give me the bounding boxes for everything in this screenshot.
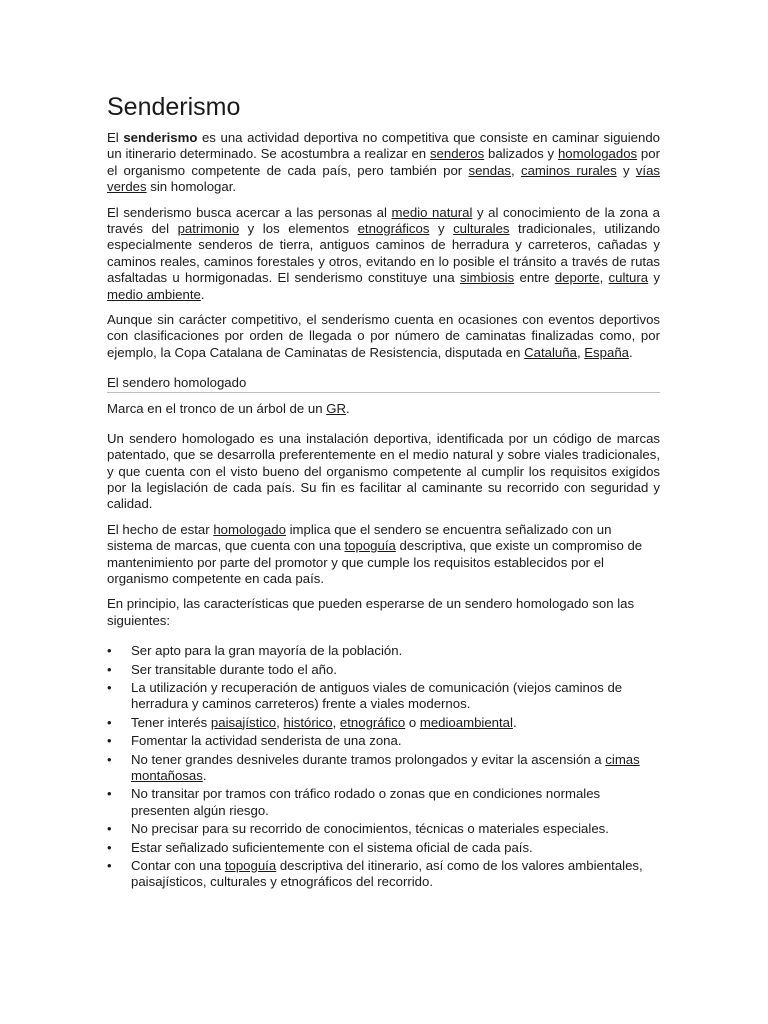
link-gr[interactable]: GR <box>326 401 346 417</box>
text: y los elementos <box>239 221 358 237</box>
list-item <box>107 821 660 837</box>
characteristics-list <box>107 643 660 891</box>
list-item <box>107 858 660 891</box>
list-item-text: La utilización y recuperación de antiguos viales de comunicación (viejos caminos de herradura y caminos carreteros) frente a viales modernos. <box>131 679 623 712</box>
text: . <box>200 286 205 302</box>
link-medioambiental[interactable]: medioambiental <box>419 714 513 730</box>
text: por el organismo competente de cada país, pero también por <box>107 146 660 178</box>
text: Aunque sin carácter competitivo, el senderismo cuenta en ocasiones con eventos deportivos con clasificaciones por orden de llegada o por número de caminatas finalizadas como, por ejemplo, la Copa Catalana de Caminatas de Resistencia, disputada en <box>107 312 660 360</box>
text: sin homologar. <box>146 179 237 195</box>
text: Marca en el tronco de un árbol de un <box>107 401 327 417</box>
events-paragraph <box>107 312 660 361</box>
link-patrimonio[interactable]: patrimonio <box>177 221 240 237</box>
text: , <box>276 714 284 730</box>
link-simbiosis[interactable]: simbiosis <box>459 270 515 286</box>
text: , <box>576 344 585 360</box>
list-item-text: Ser transitable durante todo el año. <box>131 661 338 677</box>
list-item <box>107 752 660 785</box>
list-item <box>107 643 660 659</box>
list-item <box>107 786 660 819</box>
link-culturales[interactable]: culturales <box>453 221 510 237</box>
bullet-icon: • <box>107 839 112 855</box>
image-caption <box>107 401 660 417</box>
link-cultura[interactable]: cultura <box>608 270 649 286</box>
list-item-text: No precisar para su recorrido de conocimientos, técnicas o materiales especiales. <box>131 821 609 837</box>
definition-paragraph: Un sendero homologado es una instalación deportiva, identificada por un código de marcas patentado, que se desarrolla preferentemente en el medio natural y sobre viales tradicionales, y que cuenta con el visto bueno del organismo competente al cumplir los requisitos exigidos por la legislación de cada país. Su fin es facilitar al caminante su recorrido con seguridad y calidad. <box>107 430 660 512</box>
text: tradicionales, utilizando especialmente senderos de tierra, antiguos caminos de herradura y carreteros, cañadas y caminos reales, caminos forestales y otros, evitando en lo posible el tránsito a través de rutas asfaltadas u hormigonadas. El senderismo constituye una <box>107 221 661 286</box>
document-body <box>107 130 660 893</box>
link-topoguia[interactable]: topoguía <box>344 538 396 554</box>
list-item <box>107 662 660 678</box>
bullet-icon: • <box>107 821 112 837</box>
link-topoguia-itinerario[interactable]: topoguía <box>224 858 277 874</box>
text: . <box>345 401 350 417</box>
link-etnografico[interactable]: etnográfico <box>339 714 406 730</box>
text: , <box>332 714 340 730</box>
text: El <box>107 130 124 145</box>
bullet-icon: • <box>107 714 112 730</box>
list-item-text: Fomentar la actividad senderista de una zona. <box>131 733 402 749</box>
list-item <box>107 733 660 749</box>
bullet-icon: • <box>107 661 112 677</box>
characteristics-intro: En principio, las características que pueden esperarse de un sendero homologado son las siguientes: <box>107 596 635 628</box>
section-heading: El sendero homologado <box>107 375 660 393</box>
intro-paragraph <box>107 130 660 196</box>
text: implica que el sendero se encuentra señalizado con un sistema de marcas, que cuenta con una <box>107 521 612 554</box>
bold-term: senderismo <box>123 130 198 145</box>
text: entre <box>514 270 555 286</box>
link-senderos[interactable]: senderos <box>429 146 485 162</box>
text: y <box>648 270 661 286</box>
link-etnograficos[interactable]: etnográficos <box>357 221 430 237</box>
text: , <box>599 270 609 286</box>
bullet-icon: • <box>107 786 112 802</box>
text: y <box>616 162 636 178</box>
text: descriptiva del itinerario, así como de los valores ambientales, paisajísticos, culturales y etnográficos del recorrido. <box>131 858 643 890</box>
list-item-text: Ser apto para la gran mayoría de la población. <box>131 643 403 659</box>
text: . <box>202 768 207 783</box>
list-item-text: Estar señalizado suficientemente con el sistema oficial de cada país. <box>131 839 533 855</box>
bullet-icon: • <box>107 733 112 749</box>
bullet-icon: • <box>107 643 112 659</box>
link-homologado[interactable]: homologado <box>213 521 286 537</box>
page-title: Senderismo <box>107 93 241 121</box>
link-cataluna[interactable]: Cataluña <box>524 344 577 360</box>
text: . <box>512 714 517 730</box>
text: balizados y <box>484 146 558 162</box>
text: es una actividad deportiva no competitiva que consiste en caminar siguiendo un itinerario determinado. Se acostumbra a realizar en <box>107 130 661 162</box>
homologation-paragraph <box>107 522 660 588</box>
link-sendas[interactable]: sendas <box>468 162 512 178</box>
text: Contar con una <box>131 858 225 874</box>
link-medio-natural[interactable]: medio natural <box>391 204 473 220</box>
aim-paragraph <box>107 205 660 303</box>
list-item-text: No transitar por tramos con tráfico rodado o zonas que en condiciones normales presenten algún riesgo. <box>131 786 601 818</box>
link-homologados[interactable]: homologados <box>557 146 638 162</box>
text: . <box>629 344 633 360</box>
text: o <box>405 714 420 730</box>
link-paisajistico[interactable]: paisajístico <box>210 714 277 730</box>
bullet-icon: • <box>107 679 112 695</box>
link-caminos-rurales[interactable]: caminos rurales <box>520 162 617 178</box>
link-cimas-montanosas[interactable]: cimas montañosas <box>131 751 640 783</box>
link-vias-verdes[interactable]: vías verdes <box>107 162 661 195</box>
text: , <box>511 162 521 178</box>
text: Tener interés <box>131 714 211 730</box>
text: y <box>429 221 454 237</box>
text: El senderismo busca acercar a las personas al <box>107 204 392 220</box>
text: y al conocimiento de la zona a través del <box>107 204 660 237</box>
bullet-icon: • <box>107 751 112 767</box>
list-item <box>107 680 660 713</box>
text: No tener grandes desniveles durante tramos prolongados y evitar la ascensión a <box>131 751 606 767</box>
link-medio-ambiente[interactable]: medio ambiente <box>107 286 201 302</box>
list-item <box>107 715 660 731</box>
link-deporte[interactable]: deporte <box>554 270 600 286</box>
link-espana[interactable]: España <box>584 344 629 360</box>
list-item <box>107 840 660 856</box>
text: El hecho de estar <box>107 521 214 537</box>
link-historico[interactable]: histórico <box>283 714 333 730</box>
bullet-icon: • <box>107 858 112 874</box>
text: descriptiva, que existe un compromiso de mantenimiento por parte del promotor y que cumple los requisitos establecidos por el organismo competente en cada país. <box>107 538 643 586</box>
